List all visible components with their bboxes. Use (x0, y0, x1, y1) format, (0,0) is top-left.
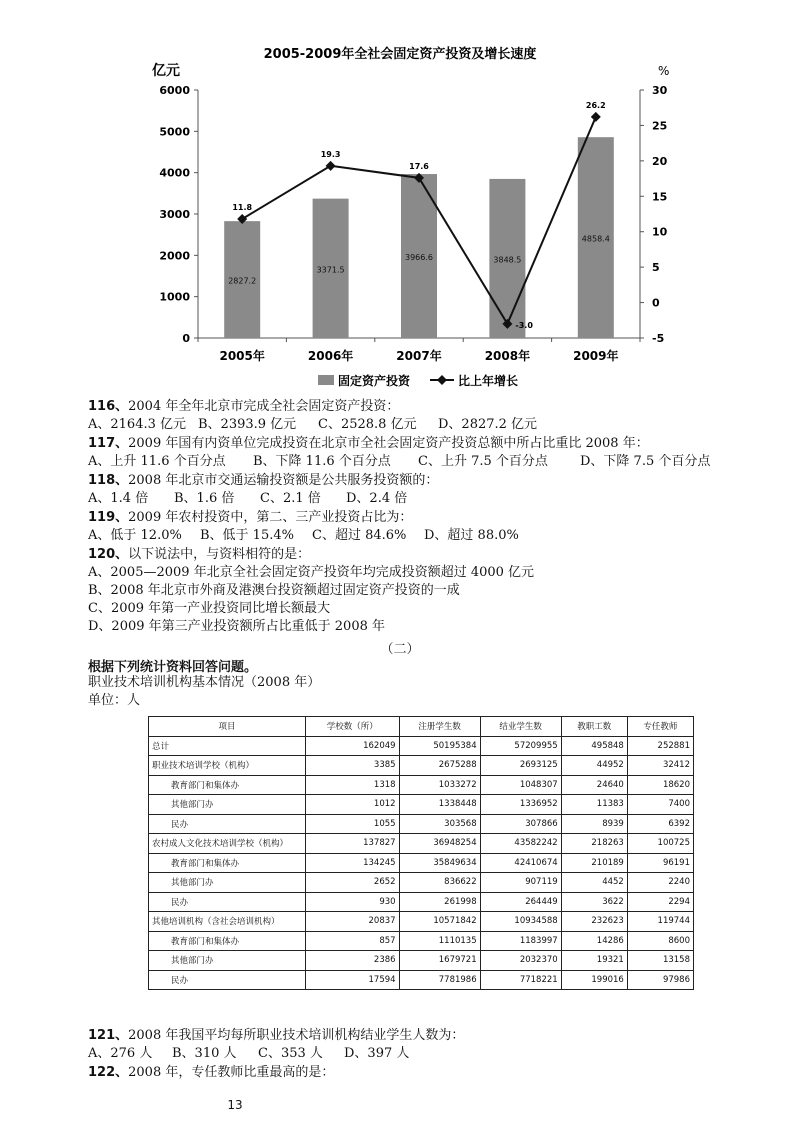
table-title: 职业技术培训机构基本情况（2008 年） (88, 675, 321, 690)
table-cell: 2032370 (480, 951, 561, 971)
x-tick-label: 2006年 (307, 349, 354, 363)
table-row (149, 892, 694, 912)
question-122 (88, 1064, 334, 1082)
y-left-tick-label: 2000 (159, 249, 190, 263)
table-cell: 100725 (627, 834, 693, 854)
question-number: 117、 (88, 436, 129, 451)
option-a: A、276 人 (88, 1046, 153, 1061)
option-a: A、2164.3 亿元 (88, 417, 187, 432)
table-cell: 307866 (480, 814, 561, 834)
growth-value-label: 11.8 (232, 202, 253, 212)
question-number: 122、 (88, 1065, 129, 1080)
table-cell: 1183997 (480, 931, 561, 951)
row-label: 民办 (149, 814, 306, 834)
options-117 (88, 453, 710, 471)
option-c: C、超过 84.6% (312, 528, 407, 543)
table-cell: 18620 (627, 775, 693, 795)
option-d: D、下降 7.5 个百分点 (580, 454, 711, 469)
y-left-tick-label: 0 (182, 332, 190, 345)
question-117 (88, 435, 649, 453)
table-cell: 210189 (561, 853, 627, 873)
table-row (149, 931, 694, 951)
table-cell: 11383 (561, 795, 627, 815)
y-right-tick-label: 0 (652, 296, 660, 310)
table-cell: 10934588 (480, 912, 561, 932)
table-cell: 2693125 (480, 756, 561, 776)
table-cell: 930 (306, 892, 400, 912)
table-cell: 43582242 (480, 834, 561, 854)
header-registered: 注册学生数 (399, 717, 480, 737)
growth-value-label: 19.3 (320, 149, 341, 159)
bar-value-label: 3966.6 (405, 253, 433, 263)
question-number: 120、 (88, 547, 129, 562)
table-cell: 10571842 (399, 912, 480, 932)
y-left-tick-label: 3000 (159, 208, 190, 221)
table-row (149, 775, 694, 795)
table-cell: 3622 (561, 892, 627, 912)
table-cell: 261998 (399, 892, 480, 912)
table-row (149, 970, 694, 990)
table-row (149, 873, 694, 893)
table-cell: 1679721 (399, 951, 480, 971)
x-tick-label: 2009年 (573, 349, 619, 363)
option-c: C、2528.8 亿元 (318, 417, 417, 432)
table-cell: 218263 (561, 834, 627, 854)
table-cell: 7400 (627, 795, 693, 815)
table-cell: 8600 (627, 931, 693, 951)
y-right-tick-label: 30 (652, 84, 668, 97)
table-cell: 35849634 (399, 853, 480, 873)
table-cell: 4452 (561, 873, 627, 893)
option-c: C、353 人 (258, 1046, 323, 1061)
row-label: 总计 (149, 736, 306, 756)
table-cell: 96191 (627, 853, 693, 873)
y-right-tick-label: 5 (652, 261, 660, 275)
table-row (149, 736, 694, 756)
question-text: 2009 年国有内资单位完成投资在北京市全社会固定资产投资总额中所占比重比 2008 年： (128, 436, 649, 451)
bar-value-label: 2827.2 (228, 276, 257, 286)
options-118 (88, 490, 407, 508)
question-number: 118、 (88, 473, 129, 488)
row-label: 其他部门办 (149, 795, 306, 815)
table-cell: 232623 (561, 912, 627, 932)
row-label: 教育部门和集体办 (149, 775, 306, 795)
option-d: D、397 人 (344, 1046, 410, 1061)
table-cell: 2294 (627, 892, 693, 912)
investment-chart (100, 38, 700, 398)
table-cell: 2240 (627, 873, 693, 893)
table-cell: 14286 (561, 931, 627, 951)
header-graduated: 结业学生数 (480, 717, 561, 737)
question-text: 以下说法中，与资料相符的是： (128, 547, 311, 562)
table-cell: 19321 (561, 951, 627, 971)
option-c: C、2.1 倍 (260, 491, 321, 506)
option-d: D、2.4 倍 (346, 491, 408, 506)
option-b: B、310 人 (172, 1046, 237, 1061)
table-unit: 单位：人 (88, 693, 141, 708)
table-cell: 836622 (399, 873, 480, 893)
row-label: 其他部门办 (149, 951, 306, 971)
table-cell: 57209955 (480, 736, 561, 756)
legend-line-marker (437, 375, 447, 385)
legend-line-label: 比上年增长 (458, 374, 519, 388)
table-row (149, 853, 694, 873)
option-b: B、低于 15.4% (200, 528, 294, 543)
table-row (149, 814, 694, 834)
bar-value-label: 3371.5 (316, 265, 345, 275)
question-text: 2009 年农村投资中，第二、三产业投资占比为： (128, 510, 413, 525)
question-119 (88, 509, 412, 527)
question-text: 2008 年，专任教师比重最高的是： (128, 1065, 335, 1080)
table-header-row (149, 717, 694, 737)
table-cell: 2675288 (399, 756, 480, 776)
training-institutions-table (148, 716, 694, 990)
table-cell: 2652 (306, 873, 400, 893)
table-cell: 3385 (306, 756, 400, 776)
row-label: 其他部门办 (149, 873, 306, 893)
question-121 (88, 1027, 464, 1045)
table-cell: 264449 (480, 892, 561, 912)
legend-bar-swatch (318, 375, 334, 385)
table-cell: 7781986 (399, 970, 480, 990)
table-cell: 1012 (306, 795, 400, 815)
table-row (149, 912, 694, 932)
y-right-tick-label: -5 (652, 332, 665, 345)
y-right-tick-label: 15 (652, 190, 668, 204)
table-cell: 1055 (306, 814, 400, 834)
option-c: C、上升 7.5 个百分点 (418, 454, 548, 469)
option-b: B、2393.9 亿元 (198, 417, 297, 432)
x-tick-label: 2007年 (396, 349, 442, 363)
options-116 (88, 416, 537, 434)
y-left-tick-label: 6000 (159, 84, 190, 97)
option-a: A、1.4 倍 (88, 491, 149, 506)
y-left-tick-label: 4000 (159, 166, 190, 180)
table-row (149, 795, 694, 815)
table-cell: 42410674 (480, 853, 561, 873)
option-b: B、1.6 倍 (174, 491, 235, 506)
table-cell: 20837 (306, 912, 400, 932)
question-text: 2004 年全年北京市完成全社会固定资产投资： (128, 399, 400, 414)
y-right-tick-label: 20 (652, 154, 668, 168)
table-cell: 50195384 (399, 736, 480, 756)
table-cell: 13158 (627, 951, 693, 971)
question-number: 116、 (88, 399, 129, 414)
growth-value-label: 17.6 (409, 161, 429, 171)
chart-svg (100, 38, 700, 398)
question-118 (88, 472, 438, 490)
option-d: D、超过 88.0% (424, 528, 519, 543)
y-left-unit: 亿元 (152, 63, 180, 79)
table-cell: 1318 (306, 775, 400, 795)
y-right-tick-label: 10 (652, 225, 668, 239)
table-cell: 36948254 (399, 834, 480, 854)
table-cell: 24640 (561, 775, 627, 795)
table-cell: 199016 (561, 970, 627, 990)
growth-point-2 (326, 161, 336, 171)
option-b: B、2008 年北京市外商及港澳台投资额超过固定资产投资的一成 (88, 583, 460, 598)
row-label: 教育部门和集体办 (149, 853, 306, 873)
table-row (149, 756, 694, 776)
section-label: （二） (380, 642, 420, 657)
header-item: 项目 (149, 717, 306, 737)
table-cell: 303568 (399, 814, 480, 834)
x-tick-label: 2005年 (219, 349, 265, 363)
row-label: 教育部门和集体办 (149, 931, 306, 951)
header-schools: 学校数（所） (306, 717, 400, 737)
bar-value-label: 3848.5 (493, 255, 522, 265)
header-staff: 教职工数 (561, 717, 627, 737)
table-cell: 907119 (480, 873, 561, 893)
question-120 (88, 546, 310, 564)
table-cell: 134245 (306, 853, 400, 873)
table-cell: 1033272 (399, 775, 480, 795)
table-cell: 1110135 (399, 931, 480, 951)
table-cell: 44952 (561, 756, 627, 776)
table-cell: 252881 (627, 736, 693, 756)
table-cell: 8939 (561, 814, 627, 834)
y-right-tick-label: 25 (652, 119, 668, 133)
question-number: 121、 (88, 1028, 129, 1043)
table-cell: 162049 (306, 736, 400, 756)
table-cell: 1338448 (399, 795, 480, 815)
y-right-unit: % (658, 64, 670, 78)
y-left-tick-label: 1000 (159, 290, 190, 304)
growth-value-label: -3.0 (515, 320, 533, 330)
row-label: 民办 (149, 970, 306, 990)
question-text: 2008 年北京市交通运输投资额是公共服务投资额的： (128, 473, 439, 488)
question-number: 119、 (88, 510, 129, 525)
bar-value-label: 4858.4 (581, 234, 610, 244)
options-119 (88, 527, 519, 545)
table-cell: 32412 (627, 756, 693, 776)
option-a: A、低于 12.0% (88, 528, 182, 543)
table-cell: 495848 (561, 736, 627, 756)
table-cell: 7718221 (480, 970, 561, 990)
page-number: 13 (227, 1098, 243, 1112)
table-cell: 137827 (306, 834, 400, 854)
table-cell: 97986 (627, 970, 693, 990)
growth-value-label: 26.2 (585, 100, 606, 110)
table-cell: 857 (306, 931, 400, 951)
table-cell: 17594 (306, 970, 400, 990)
table-cell: 1048307 (480, 775, 561, 795)
row-label: 其他培训机构（含社会培训机构） (149, 912, 306, 932)
table-cell: 1336952 (480, 795, 561, 815)
row-label: 职业技术培训学校（机构） (149, 756, 306, 776)
y-left-tick-label: 5000 (159, 125, 190, 139)
question-116 (88, 398, 399, 416)
row-label: 农村成人文化技术培训学校（机构） (149, 834, 306, 854)
option-d: D、2009 年第三产业投资额所占比重低于 2008 年 (88, 619, 385, 634)
option-d: D、2827.2 亿元 (438, 417, 538, 432)
option-c: C、2009 年第一产业投资同比增长额最大 (88, 601, 331, 616)
table-cell: 6392 (627, 814, 693, 834)
table-cell: 119744 (627, 912, 693, 932)
growth-point-5 (591, 112, 601, 122)
options-121 (88, 1045, 409, 1063)
legend-bar-label: 固定资产投资 (338, 374, 411, 388)
chart-title: 2005-2009年全社会固定资产投资及增长速度 (263, 47, 537, 62)
table-row (149, 834, 694, 854)
question-text: 2008 年我国平均每所职业技术培训机构结业学生人数为： (128, 1028, 465, 1043)
header-teachers: 专任教师 (627, 717, 693, 737)
section-heading: 根据下列统计资料回答问题。 (88, 660, 258, 675)
option-b: B、下降 11.6 个百分点 (253, 454, 391, 469)
table-row (149, 951, 694, 971)
option-a: A、2005—2009 年北京全社会固定资产投资年均完成投资额超过 4000 亿元 (88, 565, 535, 580)
option-a: A、上升 11.6 个百分点 (88, 454, 226, 469)
table-cell: 2386 (306, 951, 400, 971)
row-label: 民办 (149, 892, 306, 912)
x-tick-label: 2008年 (484, 349, 531, 363)
